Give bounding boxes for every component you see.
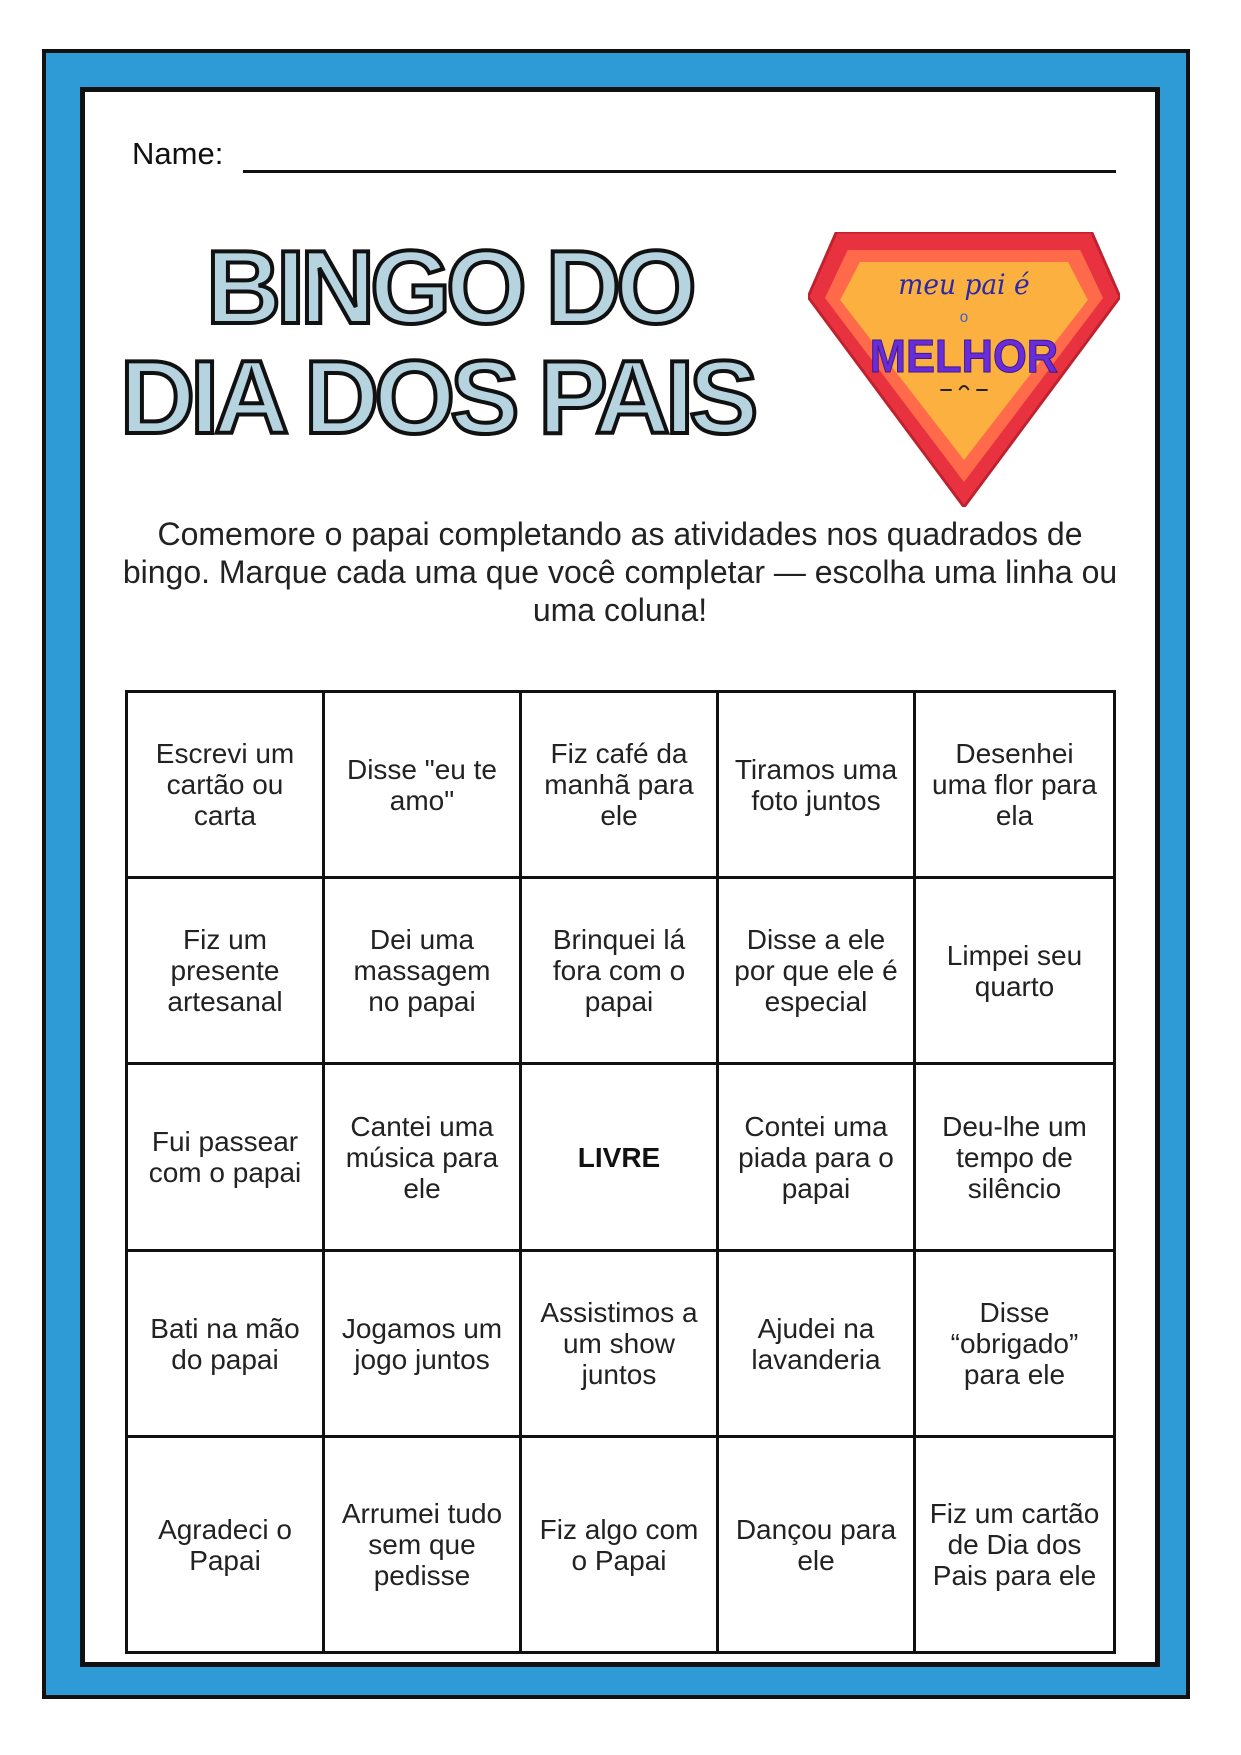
bingo-cell-free[interactable]: LIVRE [522, 1065, 719, 1252]
bingo-cell[interactable]: Escrevi um cartão ou carta [128, 693, 325, 879]
bingo-cell[interactable]: Fiz um cartão de Dia dos Pais para ele [929, 1498, 1100, 1591]
bingo-cell[interactable]: Ajudei na lavanderia [719, 1252, 916, 1438]
bingo-cell[interactable]: Cantei uma música para ele [325, 1065, 522, 1252]
bingo-cell[interactable]: Jogamos um jogo juntos [325, 1252, 522, 1438]
bingo-cell[interactable]: Contei uma piada para o papai [719, 1065, 916, 1252]
bingo-cell[interactable]: Brinquei lá fora com o papai [522, 879, 719, 1065]
bingo-cell[interactable]: Agradeci o Papai [128, 1438, 325, 1651]
bingo-cell[interactable]: Assistimos a um show juntos [522, 1252, 719, 1438]
badge-text-top: meu pai é [898, 269, 1030, 302]
bingo-cell[interactable]: Fui passear com o papai [128, 1065, 325, 1252]
bingo-cell[interactable]: Limpei seu quarto [916, 879, 1113, 1065]
name-input-line[interactable] [243, 170, 1116, 173]
bingo-cell[interactable]: Tiramos uma foto juntos [719, 693, 916, 879]
bingo-cell[interactable]: Bati na mão do papai [128, 1252, 325, 1438]
bingo-grid [125, 690, 1116, 1654]
badge-text-mid: o [959, 308, 969, 327]
bingo-cell[interactable]: Disse "eu te amo" [325, 693, 522, 879]
bingo-cell[interactable]: Dançou para ele [719, 1438, 916, 1651]
bingo-cell[interactable]: Desenhei uma flor para ela [916, 693, 1113, 879]
superhero-badge-icon [808, 232, 1120, 507]
title-line-1: BINGO DO [206, 230, 692, 346]
bingo-cell[interactable]: Fiz algo com o Papai [522, 1438, 719, 1651]
title-line-2: DIA DOS PAIS [120, 340, 754, 456]
bingo-cell[interactable]: Disse “obrigado” para ele [916, 1252, 1113, 1438]
bingo-cell[interactable]: Disse a ele por que ele é especial [719, 879, 916, 1065]
bingo-cell[interactable]: Dei uma massagem no papai [325, 879, 522, 1065]
name-label: Name: [132, 136, 224, 171]
bingo-cell[interactable]: Arrumei tudo sem que pedisse [325, 1438, 522, 1651]
bingo-cell[interactable]: Fiz um presente artesanal [128, 879, 325, 1065]
instructions: Comemore o papai completando as atividades nos quadrados de bingo. Marque cada uma que você completar — escolha uma linha ou uma coluna! [122, 516, 1118, 628]
badge-text-main: MELHOR [869, 330, 1059, 383]
bingo-cell[interactable]: Fiz café da manhã para ele [522, 693, 719, 879]
bingo-cell[interactable]: Deu-lhe um tempo de silêncio [916, 1065, 1113, 1252]
